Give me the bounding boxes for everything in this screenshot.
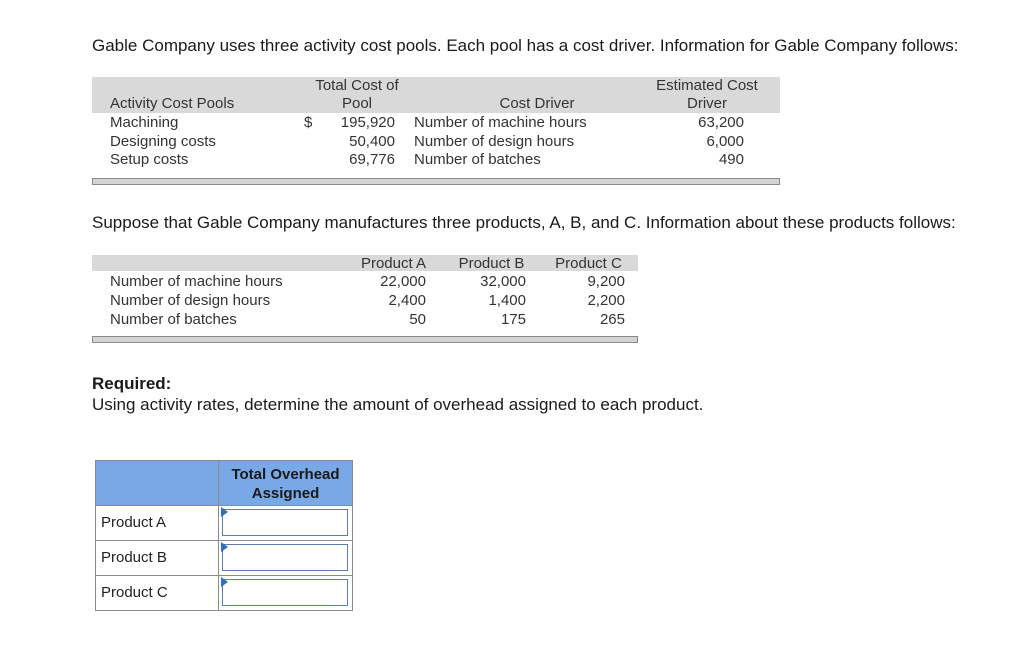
required-instructions: Using activity rates, determine the amount of overhead assigned to each product.: [92, 395, 704, 414]
overhead-input-product-b[interactable]: [222, 544, 348, 571]
header-cost-driver: Cost Driver: [499, 95, 575, 112]
header-product-a: Product A: [360, 255, 427, 272]
input-flag-icon: [221, 507, 228, 517]
product-metric-label: Number of machine hours: [110, 273, 283, 290]
product-b-value: 1,400: [488, 292, 526, 309]
product-c-value: 2,200: [587, 292, 625, 309]
header-estimated-cost-line1: Estimated Cost: [656, 77, 758, 94]
pool-total-cost: 69,776: [349, 151, 395, 168]
header-product-b: Product B: [458, 255, 525, 272]
product-a-value: 50: [409, 311, 426, 328]
pool-estimated-driver: 490: [718, 151, 744, 168]
pool-cost-driver: Number of design hours: [414, 133, 575, 150]
product-c-value: 9,200: [587, 273, 625, 290]
pool-name: Setup costs: [110, 151, 189, 168]
input-flag-icon: [221, 577, 228, 587]
product-b-value: 175: [500, 311, 526, 328]
product-info-table: [92, 255, 638, 345]
header-total-overhead-assigned: Total Overhead Assigned: [219, 460, 353, 506]
pool-estimated-driver: 63,200: [698, 114, 744, 131]
product-metric-label: Number of design hours: [110, 292, 271, 309]
pool-estimated-driver: 6,000: [706, 133, 744, 150]
answer-cell-product-a: [219, 506, 353, 541]
product-c-value: 265: [599, 311, 625, 328]
answer-cell-product-b: [219, 541, 353, 576]
pool-name: Machining: [110, 114, 179, 131]
header-estimated-cost-line2: Driver: [687, 95, 727, 112]
overhead-input-product-c[interactable]: [222, 579, 348, 606]
activity-cost-pools-table: [92, 77, 780, 185]
answer-row-label-product-c: Product C: [95, 576, 219, 611]
intro-text-products: Suppose that Gable Company manufactures three products, A, B, and C. Information about these products follows:: [92, 213, 956, 232]
product-b-value: 32,000: [480, 273, 526, 290]
answer-cell-product-c: [219, 576, 353, 611]
header-activity-cost-pools: Activity Cost Pools: [110, 95, 235, 112]
answer-row-label-product-b: Product B: [95, 541, 219, 576]
pool-total-cost: 50,400: [349, 133, 395, 150]
header-total-cost-line2: Pool: [341, 95, 373, 112]
pool-cost-driver: Number of batches: [414, 151, 541, 168]
answer-row-label-product-a: Product A: [95, 506, 219, 541]
product-metric-label: Number of batches: [110, 311, 237, 328]
product-a-value: 2,400: [388, 292, 426, 309]
table-footer-bar: [92, 336, 638, 343]
header-product-c: Product C: [555, 255, 622, 272]
intro-text-cost-pools: Gable Company uses three activity cost pools. Each pool has a cost driver. Information for Gable Company follows:: [92, 36, 959, 55]
pool-total-cost: 195,920: [340, 114, 395, 131]
pool-name: Designing costs: [110, 133, 216, 150]
currency-symbol: $: [304, 114, 313, 131]
header-total-cost-line1: Total Cost of: [315, 77, 399, 94]
table-footer-bar: [92, 178, 780, 185]
pool-cost-driver: Number of machine hours: [414, 114, 587, 131]
product-a-value: 22,000: [380, 273, 426, 290]
overhead-input-product-a[interactable]: [222, 509, 348, 536]
answer-grid-corner: [95, 460, 219, 506]
input-flag-icon: [221, 542, 228, 552]
required-title: Required:: [92, 374, 172, 393]
